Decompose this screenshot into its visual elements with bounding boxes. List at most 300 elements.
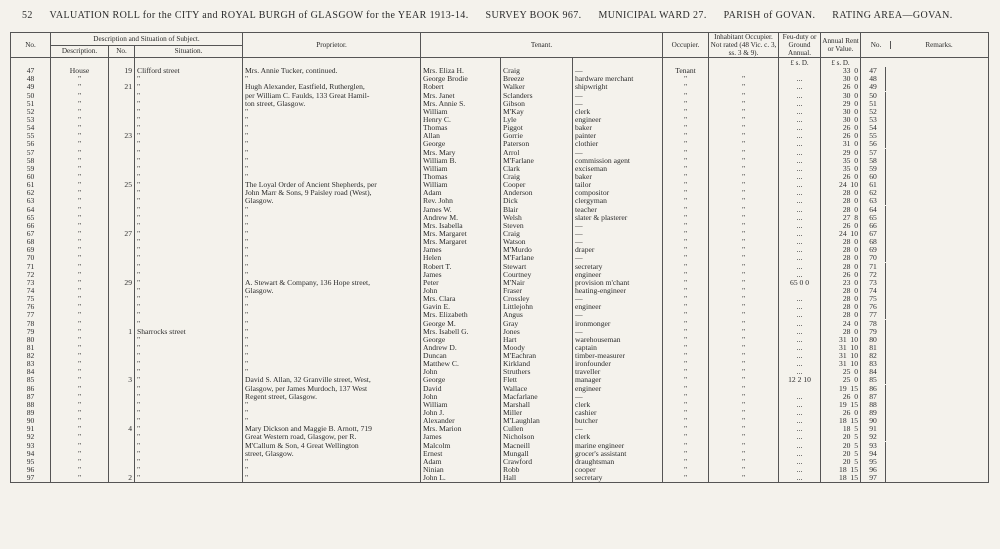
row-inhabitant: " <box>709 360 779 368</box>
row-situation: " <box>135 165 243 173</box>
rent-shillings: 0 <box>854 91 859 100</box>
row-tenant-forename: John J. <box>421 409 501 417</box>
row-feu-duty: ... <box>779 140 821 148</box>
row-house-number <box>109 75 135 83</box>
row-inhabitant: " <box>709 238 779 246</box>
row-no-remarks <box>861 67 989 75</box>
row-feu-duty: ... <box>779 100 821 108</box>
row-feu-duty: ... <box>779 132 821 140</box>
row-house-number: 4 <box>109 425 135 433</box>
row-rent <box>821 458 861 466</box>
row-proprietor: ton street, Glasgow. <box>243 100 421 108</box>
row-inhabitant: " <box>709 458 779 466</box>
rent-shillings: 8 <box>854 213 859 222</box>
row-tenant-surname: Miller <box>501 409 573 417</box>
row-occupier: " <box>663 319 709 327</box>
row-number-right: 47 <box>861 67 886 75</box>
row-no-remarks <box>861 140 989 148</box>
row-inhabitant: " <box>709 295 779 303</box>
rent-shillings: 0 <box>854 294 859 304</box>
row-inhabitant: " <box>709 466 779 474</box>
row-tenant-forename: Mrs. Annie S. <box>421 100 501 108</box>
row-number-right: 90 <box>861 417 886 425</box>
row-description: " <box>51 173 109 181</box>
row-number-right: 82 <box>861 352 886 360</box>
row-proprietor: " <box>243 458 421 466</box>
row-tenant-forename: John <box>421 393 501 401</box>
row-no-remarks <box>861 311 989 319</box>
table-row <box>11 328 989 336</box>
row-tenant-forename: Henry C. <box>421 116 501 124</box>
table-row <box>11 303 989 311</box>
row-no-remarks <box>861 230 989 238</box>
row-occupier: " <box>663 287 709 295</box>
rent-shillings: 0 <box>854 123 859 133</box>
row-occupier: " <box>663 458 709 466</box>
row-situation: " <box>135 425 243 433</box>
row-occupier: " <box>663 336 709 344</box>
row-house-number <box>109 100 135 108</box>
row-situation: " <box>135 352 243 360</box>
rent-pounds: 18 <box>839 474 847 483</box>
row-tenant-occupation: — <box>573 91 663 99</box>
row-proprietor: " <box>243 140 421 148</box>
row-number: 81 <box>11 344 51 352</box>
row-tenant-occupation: draper <box>573 246 663 254</box>
row-tenant-surname: Wallace <box>501 384 573 392</box>
row-inhabitant: " <box>709 328 779 336</box>
row-no-remarks <box>861 287 989 295</box>
row-inhabitant: " <box>709 393 779 401</box>
row-proprietor: " <box>243 417 421 425</box>
row-description: " <box>51 474 109 483</box>
row-no-remarks <box>861 336 989 344</box>
row-feu-duty: ... <box>779 124 821 132</box>
table-row <box>11 157 989 165</box>
row-tenant-occupation: engineer <box>573 384 663 392</box>
row-tenant-forename: Matthew C. <box>421 360 501 368</box>
row-tenant-surname: Anderson <box>501 189 573 197</box>
row-tenant-occupation: shipwright <box>573 83 663 91</box>
table-row <box>11 108 989 116</box>
row-house-number <box>109 393 135 401</box>
row-number-right: 78 <box>861 320 886 328</box>
row-no-remarks <box>861 425 989 433</box>
row-number-right: 62 <box>861 189 886 197</box>
table-row <box>11 124 989 132</box>
row-rent <box>821 222 861 230</box>
rent-shillings: 0 <box>854 303 859 312</box>
row-number: 67 <box>11 230 51 238</box>
row-tenant-occupation: hardware merchant <box>573 75 663 83</box>
row-proprietor: " <box>243 328 421 336</box>
table-row <box>11 246 989 254</box>
row-description: " <box>51 458 109 466</box>
row-no-remarks <box>861 205 989 213</box>
row-number: 71 <box>11 262 51 270</box>
row-feu-duty: ... <box>779 148 821 156</box>
row-tenant-surname: Stewart <box>501 262 573 270</box>
row-feu-duty: ... <box>779 417 821 425</box>
row-feu-duty: ... <box>779 466 821 474</box>
rent-pounds: 30 <box>842 75 851 84</box>
row-occupier: " <box>663 466 709 474</box>
rent-pounds: 24 <box>839 229 847 238</box>
row-number: 88 <box>11 401 51 409</box>
row-inhabitant: " <box>709 91 779 99</box>
row-tenant-surname: Struthers <box>501 368 573 376</box>
row-tenant-forename: Alexander <box>421 417 501 425</box>
row-number-right: 95 <box>861 458 886 466</box>
rent-shillings: 0 <box>854 83 859 92</box>
rent-shillings: 15 <box>850 400 859 409</box>
row-situation: " <box>135 417 243 425</box>
row-rent <box>821 116 861 124</box>
row-situation: " <box>135 384 243 392</box>
row-proprietor: " <box>243 148 421 156</box>
row-situation: " <box>135 360 243 368</box>
row-proprietor: M'Callum & Son, 4 Great Wellington <box>243 441 421 449</box>
row-house-number <box>109 238 135 246</box>
row-no-remarks <box>861 466 989 474</box>
row-description: " <box>51 116 109 124</box>
table-row <box>11 205 989 213</box>
rent-shillings: 0 <box>854 197 859 206</box>
table-row <box>11 83 989 91</box>
row-tenant-surname: Dick <box>501 197 573 205</box>
row-rent <box>821 441 861 449</box>
row-tenant-occupation: — <box>573 328 663 336</box>
rent-pounds: 29 <box>842 99 851 108</box>
row-tenant-surname: M'Eachran <box>501 352 573 360</box>
row-number: 62 <box>11 189 51 197</box>
rent-shillings: 15 <box>850 474 859 483</box>
row-rent <box>821 254 861 262</box>
row-house-number <box>109 433 135 441</box>
col-situation: Situation. <box>135 45 243 58</box>
rent-shillings: 0 <box>854 164 859 173</box>
row-proprietor: " <box>243 254 421 262</box>
row-description: " <box>51 165 109 173</box>
row-description: " <box>51 425 109 433</box>
table-row <box>11 433 989 441</box>
row-no-remarks <box>861 222 989 230</box>
row-no-remarks <box>861 165 989 173</box>
row-no-remarks <box>861 441 989 449</box>
row-house-number <box>109 165 135 173</box>
row-feu-duty: ... <box>779 254 821 262</box>
row-situation: " <box>135 108 243 116</box>
row-feu-duty: ... <box>779 360 821 368</box>
row-no-remarks <box>861 271 989 279</box>
row-number: 53 <box>11 116 51 124</box>
row-tenant-occupation: timber-measurer <box>573 352 663 360</box>
row-number-right: 77 <box>861 311 886 319</box>
row-tenant-forename: Gavin E. <box>421 303 501 311</box>
row-occupier: " <box>663 91 709 99</box>
row-tenant-surname: Sclanders <box>501 91 573 99</box>
row-rent <box>821 205 861 213</box>
row-number: 80 <box>11 336 51 344</box>
row-feu-duty: ... <box>779 205 821 213</box>
row-tenant-forename: George <box>421 140 501 148</box>
row-situation: " <box>135 181 243 189</box>
rent-pounds: 19 <box>839 384 847 393</box>
row-house-number <box>109 246 135 254</box>
row-tenant-surname: Welsh <box>501 214 573 222</box>
row-situation: " <box>135 474 243 483</box>
table-row <box>11 271 989 279</box>
row-feu-duty: ... <box>779 246 821 254</box>
municipal-ward: MUNICIPAL WARD 27. <box>598 10 707 21</box>
row-situation: " <box>135 262 243 270</box>
row-tenant-occupation: clerk <box>573 433 663 441</box>
row-inhabitant: " <box>709 303 779 311</box>
row-tenant-surname: Gray <box>501 319 573 327</box>
row-house-number: 1 <box>109 328 135 336</box>
row-inhabitant: " <box>709 271 779 279</box>
row-number: 89 <box>11 409 51 417</box>
row-number: 48 <box>11 75 51 83</box>
rent-pounds: 20 <box>842 433 851 442</box>
rent-pounds: 28 <box>842 286 851 295</box>
row-no-remarks <box>861 214 989 222</box>
row-number: 55 <box>11 132 51 140</box>
rent-shillings: 0 <box>854 246 859 255</box>
row-no-remarks <box>861 344 989 352</box>
row-inhabitant: " <box>709 344 779 352</box>
row-number: 63 <box>11 197 51 205</box>
row-tenant-surname: Nicholson <box>501 433 573 441</box>
row-description: " <box>51 376 109 384</box>
row-proprietor: " <box>243 311 421 319</box>
rent-shillings: 0 <box>854 408 859 418</box>
row-tenant-forename: William B. <box>421 157 501 165</box>
row-number: 95 <box>11 458 51 466</box>
row-no-remarks <box>861 409 989 417</box>
row-inhabitant: " <box>709 441 779 449</box>
row-number-right: 55 <box>861 132 886 140</box>
rent-pounds: 31 <box>842 140 851 149</box>
row-tenant-forename: Mrs. Clara <box>421 295 501 303</box>
table-row <box>11 393 989 401</box>
row-tenant-occupation: — <box>573 148 663 156</box>
row-house-number <box>109 368 135 376</box>
row-no-remarks <box>861 376 989 384</box>
row-no-remarks <box>861 132 989 140</box>
row-description: " <box>51 287 109 295</box>
row-rent <box>821 100 861 108</box>
table-row <box>11 67 989 75</box>
row-tenant-surname: Blair <box>501 205 573 213</box>
row-tenant-forename: William <box>421 181 501 189</box>
row-description: " <box>51 189 109 197</box>
row-description: " <box>51 83 109 91</box>
row-tenant-occupation: clothier <box>573 140 663 148</box>
rent-shillings: 0 <box>854 99 859 108</box>
row-number-right: 93 <box>861 442 886 450</box>
row-inhabitant: " <box>709 148 779 156</box>
row-tenant-forename: William <box>421 401 501 409</box>
row-occupier: " <box>663 246 709 254</box>
table-row <box>11 466 989 474</box>
row-situation: " <box>135 222 243 230</box>
row-situation: " <box>135 75 243 83</box>
row-occupier: " <box>663 433 709 441</box>
table-row <box>11 295 989 303</box>
row-occupier: " <box>663 417 709 425</box>
row-occupier: " <box>663 393 709 401</box>
row-feu-duty <box>779 384 821 392</box>
rent-shillings: 0 <box>854 189 859 198</box>
row-occupier: " <box>663 132 709 140</box>
col-remarks <box>861 33 989 58</box>
row-feu-duty <box>779 287 821 295</box>
row-rent <box>821 384 861 392</box>
row-tenant-forename: Mrs. Elizabeth <box>421 311 501 319</box>
table-row <box>11 165 989 173</box>
row-tenant-occupation: butcher <box>573 417 663 425</box>
row-situation: " <box>135 336 243 344</box>
row-situation: " <box>135 238 243 246</box>
row-occupier: " <box>663 409 709 417</box>
row-description: " <box>51 441 109 449</box>
row-description: " <box>51 368 109 376</box>
row-tenant-surname: Watson <box>501 238 573 246</box>
rent-pounds: 29 <box>842 148 851 157</box>
table-row <box>11 262 989 270</box>
row-tenant-forename: Helen <box>421 254 501 262</box>
table-row <box>11 173 989 181</box>
table-row <box>11 319 989 327</box>
rent-pounds: 26 <box>842 408 851 418</box>
row-occupier: " <box>663 328 709 336</box>
row-tenant-occupation: engineer <box>573 271 663 279</box>
row-situation: " <box>135 148 243 156</box>
rent-pounds: 28 <box>842 254 851 263</box>
row-feu-duty: ... <box>779 181 821 189</box>
row-house-number <box>109 336 135 344</box>
row-tenant-occupation: traveller <box>573 368 663 376</box>
row-inhabitant: " <box>709 311 779 319</box>
row-description: " <box>51 75 109 83</box>
rent-pounds: 28 <box>842 197 851 206</box>
row-house-number <box>109 401 135 409</box>
row-occupier: " <box>663 83 709 91</box>
row-tenant-forename: George <box>421 336 501 344</box>
row-house-number <box>109 262 135 270</box>
row-number-right: 96 <box>861 466 886 474</box>
row-situation: " <box>135 91 243 99</box>
row-inhabitant: " <box>709 189 779 197</box>
row-number-right: 59 <box>861 165 886 173</box>
row-occupier: " <box>663 450 709 458</box>
row-tenant-occupation: engineer <box>573 303 663 311</box>
row-occupier: " <box>663 384 709 392</box>
row-rent <box>821 368 861 376</box>
col-description-group: Description and Situation of Subject. <box>51 33 243 46</box>
table-row <box>11 214 989 222</box>
row-description: " <box>51 230 109 238</box>
rent-shillings: 10 <box>850 360 859 369</box>
rent-shillings: 0 <box>854 262 859 271</box>
row-feu-duty: ... <box>779 91 821 99</box>
row-occupier: " <box>663 222 709 230</box>
rent-pounds: 20 <box>842 457 851 466</box>
rent-pounds: 26 <box>842 83 851 92</box>
row-tenant-forename: Mrs. Eliza H. <box>421 67 501 75</box>
row-tenant-surname: Arrol <box>501 148 573 156</box>
row-feu-duty: ... <box>779 222 821 230</box>
row-house-number <box>109 360 135 368</box>
row-tenant-occupation: draughtsman <box>573 458 663 466</box>
row-feu-duty: ... <box>779 75 821 83</box>
row-number-right: 50 <box>861 92 886 100</box>
row-number-right: 81 <box>861 344 886 352</box>
row-rent <box>821 197 861 205</box>
row-tenant-forename: John L. <box>421 474 501 483</box>
row-house-number <box>109 344 135 352</box>
row-number: 86 <box>11 384 51 392</box>
row-occupier: " <box>663 197 709 205</box>
row-feu-duty: ... <box>779 173 821 181</box>
row-description: " <box>51 450 109 458</box>
rent-pounds: 31 <box>839 360 847 369</box>
row-tenant-occupation: — <box>573 100 663 108</box>
row-description: " <box>51 344 109 352</box>
row-inhabitant: " <box>709 336 779 344</box>
row-occupier: " <box>663 295 709 303</box>
table-row <box>11 311 989 319</box>
row-inhabitant: " <box>709 230 779 238</box>
row-proprietor: Mrs. Annie Tucker, continued. <box>243 67 421 75</box>
table-row <box>11 100 989 108</box>
row-description: " <box>51 157 109 165</box>
row-tenant-occupation: — <box>573 230 663 238</box>
row-house-number: 2 <box>109 474 135 483</box>
row-feu-duty: 65 0 0 <box>779 279 821 287</box>
row-situation: " <box>135 83 243 91</box>
row-inhabitant: " <box>709 100 779 108</box>
row-inhabitant: " <box>709 75 779 83</box>
row-number-right: 79 <box>861 328 886 336</box>
row-tenant-occupation: marine engineer <box>573 441 663 449</box>
row-number: 66 <box>11 222 51 230</box>
row-tenant-forename: Adam <box>421 189 501 197</box>
table-row <box>11 230 989 238</box>
row-description: " <box>51 197 109 205</box>
row-tenant-occupation: commission agent <box>573 157 663 165</box>
table-row <box>11 116 989 124</box>
row-number-right: 69 <box>861 246 886 254</box>
rent-pounds: 30 <box>842 115 851 124</box>
row-occupier: " <box>663 474 709 483</box>
row-proprietor: " <box>243 222 421 230</box>
row-proprietor: Regent street, Glasgow. <box>243 393 421 401</box>
row-tenant-forename: Mrs. Isabell G. <box>421 328 501 336</box>
row-occupier: " <box>663 425 709 433</box>
rent-shillings: 0 <box>854 67 859 76</box>
row-number-right: 73 <box>861 279 886 287</box>
row-tenant-forename: George <box>421 376 501 384</box>
row-tenant-surname: Crawford <box>501 458 573 466</box>
col-no: No. <box>11 33 51 58</box>
row-feu-duty: ... <box>779 319 821 327</box>
row-tenant-surname: Angus <box>501 311 573 319</box>
rent-shillings: 0 <box>854 156 859 165</box>
rent-shillings: 0 <box>854 327 859 336</box>
row-tenant-forename: Malcolm <box>421 441 501 449</box>
